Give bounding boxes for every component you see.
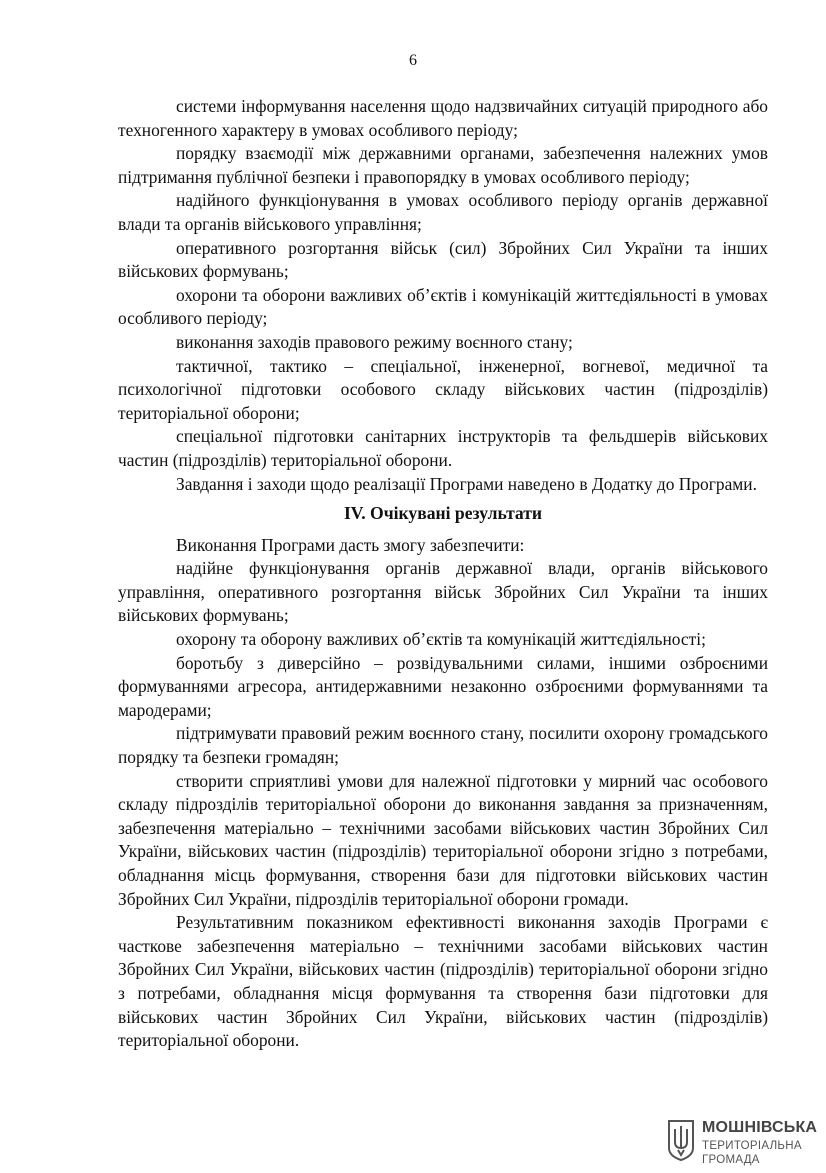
watermark-line-1: МОШНІВСЬКА <box>702 1119 818 1136</box>
section-heading: IV. Очікувані результати <box>343 503 543 524</box>
paragraph: виконання заходів правового режиму воєнного стану; <box>176 331 573 352</box>
paragraph: Завдання і заходи щодо реалізації Програми наведено в Додатку до Програми. <box>176 473 757 494</box>
page-number: 6 <box>409 52 417 69</box>
paragraph: тактичної, тактико – спеціальної, інженерної, вогневої, медичної та психологічної підготовки особового складу військових частин (підрозділів) територіальної оборони; <box>118 355 768 423</box>
paragraph: боротьбу з диверсійно – розвідувальними силами, іншими озброєними формуваннями агресора, антидержавними незаконно озброєними формуваннями та мародерами; <box>118 652 768 720</box>
document-body <box>118 95 768 1053</box>
paragraph: підтримувати правовий режим воєнного стану, посилити охорону громадського порядку та безпеки громадян; <box>118 723 768 768</box>
paragraph: створити сприятливі умови для належної підготовки у мирний час особового складу підрозділів територіальної оборони до виконання завдання за призначенням, забезпечення матеріально – технічними засобами військових частин Збройних Сил України, військових частин (підрозділів) територіальної оборони згідно з потребами, обладнання місць формування, створення бази для підготовки військових частин Збройних Сил України, підрозділів територіальної оборони громади. <box>118 770 768 909</box>
paragraph: охорону та оборону важливих об’єктів та комунікацій життєдіяльності; <box>176 629 706 650</box>
paragraph: надійне функціонування органів державної влади, органів військового управління, оперативного розгортання військ Збройних Сил України та інших військових формувань; <box>118 558 768 626</box>
paragraph: системи інформування населення щодо надзвичайних ситуацій природного або техногенного характеру в умовах особливого періоду; <box>118 96 768 140</box>
paragraph: охорони та оборони важливих об’єктів і комунікацій життєдіяльності в умовах особливого періоду; <box>118 284 768 329</box>
paragraph: порядку взаємодії між державними органами, забезпечення належних умов підтримання публічної безпеки і правопорядку в умовах особливого періоду; <box>118 143 768 187</box>
trident-icon <box>666 1118 696 1162</box>
watermark-line-3: ГРОМАДА <box>702 1154 760 1166</box>
paragraph: Результативним показником ефективності виконання заходів Програми є часткове забезпечення матеріально – технічними засобами військових частин Збройних Сил України, військових частин (підрозділів) територіальної оборони згідно з потребами, обладнання місця формування та створення бази підготовки для військових частин Збройних Сил України, військових частин (підрозділів) територіальної оборони. <box>118 912 768 1051</box>
paragraph: надійного функціонування в умовах особливого періоду органів державної влади та органів військового управління; <box>118 190 768 234</box>
paragraph: оперативного розгортання військ (сил) Збройних Сил України та інших військових формувань; <box>118 237 768 282</box>
community-watermark <box>666 1113 818 1166</box>
paragraph: спеціальної підготовки санітарних інструкторів та фельдшерів військових частин (підрозділів) територіальної оборони. <box>118 426 768 470</box>
watermark-line-2: ТЕРИТОРІАЛЬНА <box>702 1140 802 1152</box>
paragraph: Виконання Програми дасть змогу забезпечити: <box>176 534 525 555</box>
